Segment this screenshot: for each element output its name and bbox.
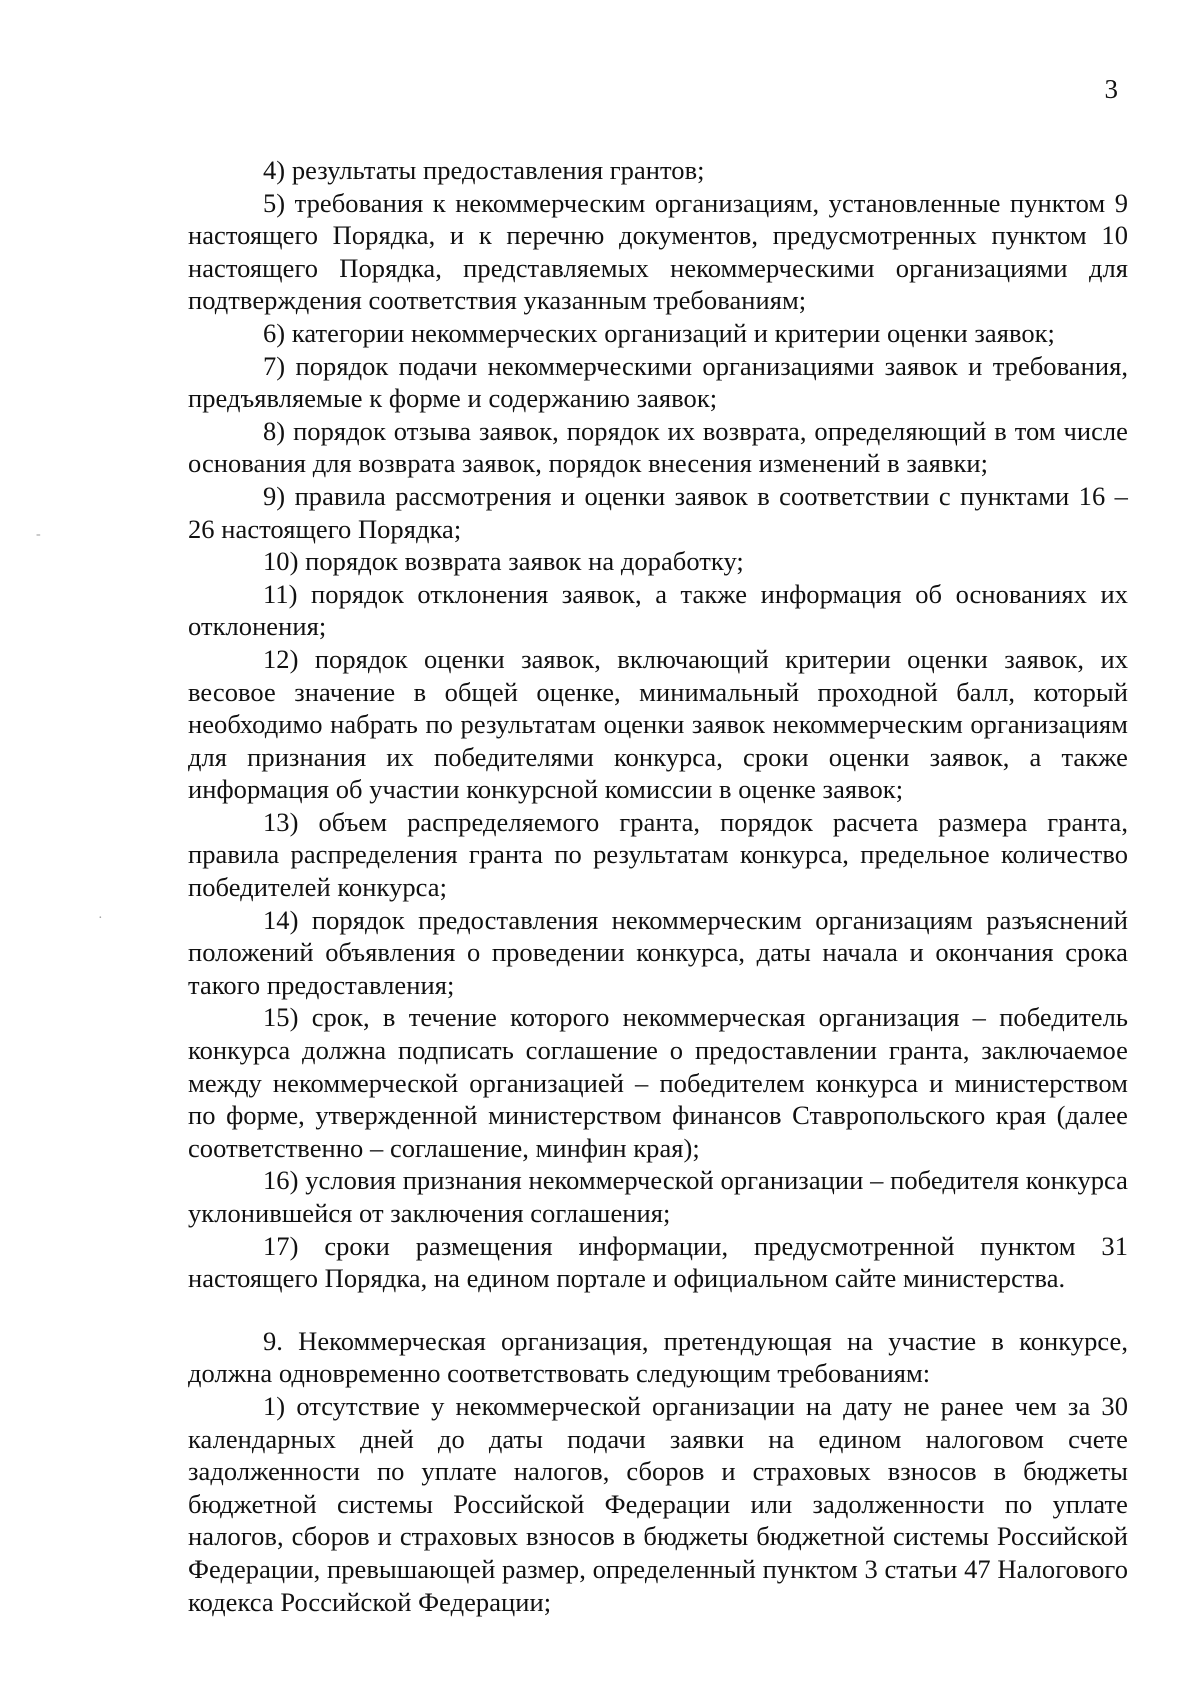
- section-9-item: 1) отсутствие у некоммерческой организации на дату не ранее чем за 30 календарных дней до даты подачи заявки на едином налоговом счете задолженности по уплате налогов, сборов и страховых взносов в бюджеты бюджетной системы Российской Федерации или задолженности по уплате налогов, сборов и страховых взносов в бюджеты бюджетной системы Российской Федерации, превышающей размер, определенный пунктом 3 статьи 47 Налогового кодекса Российской Федерации;: [188, 1390, 1128, 1617]
- list-item: 11) порядок отклонения заявок, а также информация об основаниях их отклонения;: [188, 578, 1128, 642]
- page-number: 3: [1104, 74, 1118, 104]
- list-item: 5) требования к некоммерческим организациям, установленные пунктом 9 настоящего Порядка, и к перечню документов, предусмотренных пунктом 10 настоящего Порядка, представляемых некоммерческими организациями для подтверждения соответствия указанным требованиям;: [188, 187, 1128, 316]
- list-item: 14) порядок предоставления некоммерческим организациям разъяснений положений объявления о проведении конкурса, даты начала и окончания срока такого предоставления;: [188, 904, 1128, 1000]
- list-item: 8) порядок отзыва заявок, порядок их возврата, определяющий в том числе основания для возврата заявок, порядок внесения изменений в заявки;: [188, 415, 1128, 479]
- section-9-intro: 9. Некоммерческая организация, претендующая на участие в конкурсе, должна одновременно соответствовать следующим требованиям:: [188, 1325, 1128, 1389]
- section-spacer: [188, 1295, 1128, 1325]
- document-body: [188, 154, 1128, 1618]
- margin-mark: -: [36, 527, 41, 542]
- list-item: 15) срок, в течение которого некоммерческая организация – победитель конкурса должна подписать соглашение о предоставлении гранта, заключаемое между некоммерческой организацией – победителем конкурса и министерством по форме, утвержденной министерством финансов Ставропольского края (далее соответственно – соглашение, минфин края);: [188, 1002, 1128, 1163]
- list-item: 10) порядок возврата заявок на доработку;: [263, 546, 744, 577]
- list-item: 12) порядок оценки заявок, включающий критерии оценки заявок, их весовое значение в общей оценке, минимальный проходной балл, который необходимо набрать по результатам оценки заявок некоммерческим организациям для признания их победителями конкурса, сроки оценки заявок, а также информация об участии конкурсной комиссии в оценке заявок;: [188, 643, 1128, 805]
- list-item: 6) категории некоммерческих организаций и критерии оценки заявок;: [263, 317, 1055, 348]
- list-item: 4) результаты предоставления грантов;: [263, 155, 705, 185]
- list-item: 13) объем распределяемого гранта, порядок расчета размера гранта, правила распределения гранта по результатам конкурса, предельное количество победителей конкурса;: [188, 806, 1128, 903]
- list-item: 16) условия признания некоммерческой организации – победителя конкурса уклонившейся от заключения соглашения;: [188, 1165, 1128, 1228]
- list-item: 9) правила рассмотрения и оценки заявок в соответствии с пунктами 16 – 26 настоящего Порядка;: [188, 480, 1128, 544]
- list-item: 7) порядок подачи некоммерческими организациями заявок и требования, предъявляемые к форме и содержанию заявок;: [188, 350, 1128, 414]
- margin-mark: ·: [98, 911, 103, 926]
- list-item: 17) сроки размещения информации, предусмотренной пунктом 31 настоящего Порядка, на едином портале и официальном сайте министерства.: [188, 1230, 1128, 1294]
